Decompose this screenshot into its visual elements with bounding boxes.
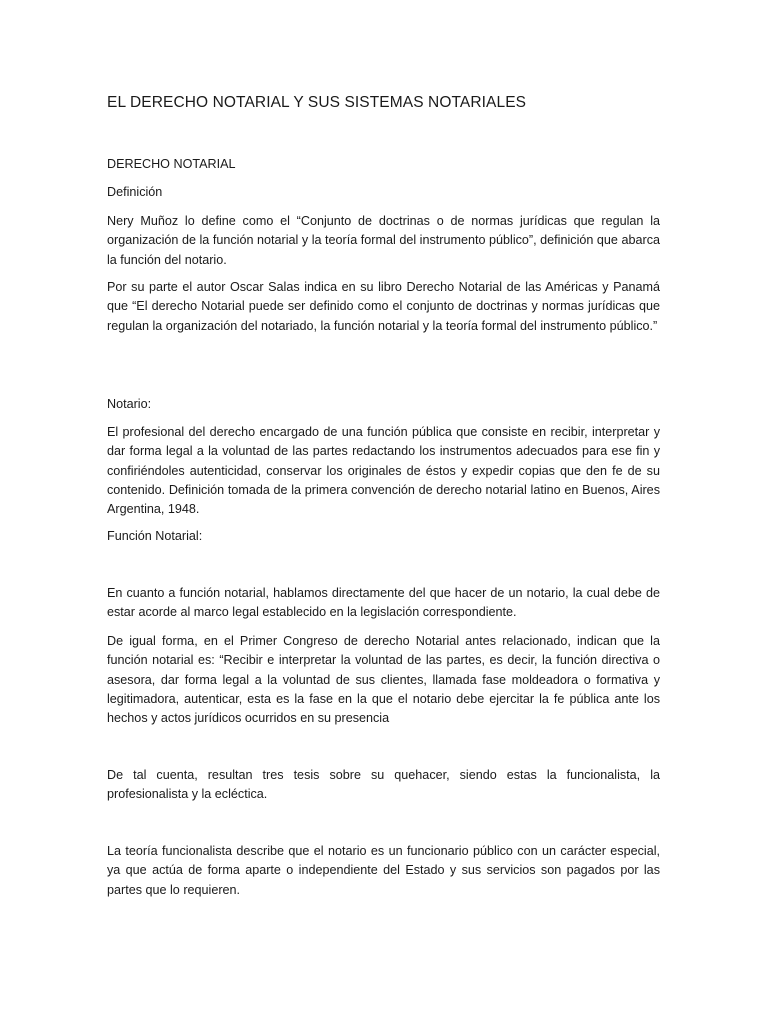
- notario-paragraph: El profesional del derecho encargado de una función pública que consiste en recibir, interpretar y dar forma legal a la voluntad de las partes redactando los instrumentos adecuados para ese fin y confiriéndoles autenticidad, conservar los originales de éstos y expedir copias que den fe de su contenido. Definición tomada de la primera convención de derecho notarial latino en Buenos, Aires Argentina, 1948.: [107, 425, 660, 517]
- funcionalista-paragraph: La teoría funcionalista describe que el notario es un funcionario público con un carácter especial, ya que actúa de forma aparte o independiente del Estado y sus servicios son pagados por las partes que lo requieren.: [107, 844, 660, 897]
- funcion-heading: Función Notarial:: [107, 529, 203, 543]
- funcion-paragraph-2: De igual forma, en el Primer Congreso de derecho Notarial antes relacionado, indican que la función notarial es: “Recibir e interpretar la voluntad de las partes, es decir, la función directiva o asesora, dar forma legal a la voluntad de sus clientes, llamada fase moldeadora o formativa y legitimadora, autenticar, esta es la fase en la que el notario debe ejercitar la fe pública ante los hechos y actos jurídicos ocurridos en su presencia: [107, 634, 660, 726]
- tesis-paragraph: De tal cuenta, resultan tres tesis sobre su quehacer, siendo estas la funcionalista, la profesionalista y la ecléctica.: [107, 768, 660, 802]
- definicion-heading: Definición: [107, 185, 163, 199]
- definicion-paragraph-2: Por su parte el autor Oscar Salas indica en su libro Derecho Notarial de las Américas y Panamá que “El derecho Notarial puede ser definido como el conjunto de doctrinas y normas jurídicas que regulan la organización del notariado, la función notarial y la teoría formal del instrumento público.”: [107, 280, 660, 333]
- funcion-paragraph-1: En cuanto a función notarial, hablamos directamente del que hacer de un notario, la cual debe de estar acorde al marco legal establecido en la legislación correspondiente.: [107, 586, 660, 620]
- definicion-paragraph-1: Nery Muñoz lo define como el “Conjunto de doctrinas o de normas jurídicas que regulan la organización de la función notarial y la teoría formal del instrumento público”, definición que abarca la función del notario.: [107, 214, 660, 267]
- notario-heading: Notario:: [107, 397, 152, 411]
- document-title: EL DERECHO NOTARIAL Y SUS SISTEMAS NOTARIALES: [107, 94, 527, 111]
- section-heading: DERECHO NOTARIAL: [107, 157, 236, 171]
